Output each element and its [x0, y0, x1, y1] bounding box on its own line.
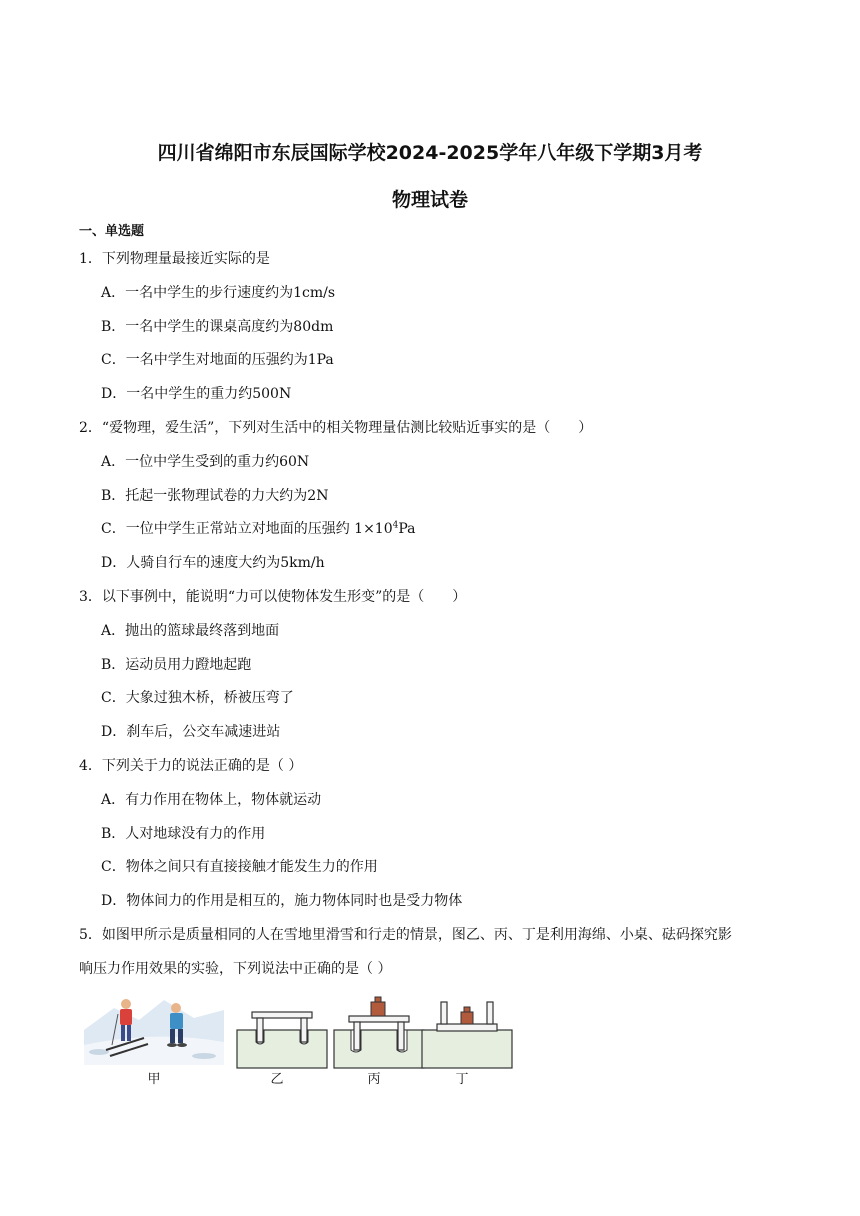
question-1-option-d: D．一名中学生的重力约500N: [101, 386, 292, 402]
figure-label-yi: 乙: [270, 1072, 284, 1087]
question-4-option-c: C．物体之间只有直接接触才能发生力的作用: [101, 859, 378, 875]
question-3-option-c: C．大象过独木桥，桥被压弯了: [101, 690, 294, 706]
question-1-option-a: A．一名中学生的步行速度约为1cm/s: [101, 285, 336, 301]
question-3-option-b: B．运动员用力蹬地起跑: [101, 657, 252, 673]
question-4-option-b: B．人对地球没有力的作用: [101, 826, 266, 842]
document-subtitle: 物理试卷: [391, 189, 468, 211]
question-5-stem-continued: 响压力作用效果的实验，下列说法中正确的是（ ）: [79, 961, 392, 977]
question-2-option-c: [101, 518, 416, 538]
figure-label-jia: 甲: [147, 1072, 161, 1087]
question-4-option-d: D．物体间力的作用是相互的，施力物体同时也是受力物体: [101, 893, 463, 909]
figure-label-ding: 丁: [455, 1072, 469, 1087]
question-2-option-c-unit: Pa: [398, 521, 416, 537]
question-2-stem: 2．“爱物理，爱生活”，下列对生活中的相关物理量估测比较贴近事实的是（ ）: [79, 420, 593, 436]
question-3-stem: 3．以下事例中，能说明“力可以使物体发生形变”的是（ ）: [79, 589, 467, 605]
figure-yi-table-legs-down: [236, 990, 328, 1070]
question-1-stem: 1．下列物理量最接近实际的是: [79, 251, 270, 267]
question-2-option-c-exponent: 4: [392, 520, 399, 531]
document-title: 四川省绵阳市东辰国际学校2024-2025学年八年级下学期3月考: [157, 142, 703, 164]
question-4-stem: 4．下列关于力的说法正确的是（ ）: [79, 758, 303, 774]
question-2-option-a: A．一位中学生受到的重力约60N: [101, 454, 310, 470]
question-2-option-c-text: C．一位中学生正常站立对地面的压强约: [101, 521, 350, 537]
figure-bing-table-with-weight: [333, 990, 425, 1070]
question-2-option-d: D．人骑自行车的速度大约为5km/h: [101, 555, 325, 571]
figure-label-bing: 丙: [367, 1072, 381, 1087]
figure-ding-table-inverted-with-weight: [421, 990, 513, 1070]
question-2-option-c-value: 1×10: [354, 521, 393, 537]
question-2-option-b: B．托起一张物理试卷的力大约为2N: [101, 488, 329, 504]
question-3-option-d: D．刹车后，公交车减速进站: [101, 724, 281, 740]
section-heading: 一、单选题: [79, 224, 145, 239]
figure-jia-snow-scene: [84, 990, 224, 1065]
question-3-option-a: A．抛出的篮球最终落到地面: [101, 623, 280, 639]
question-4-option-a: A．有力作用在物体上，物体就运动: [101, 792, 322, 808]
question-1-option-c: C．一名中学生对地面的压强约为1Pa: [101, 352, 334, 368]
question-1-option-b: B．一名中学生的课桌高度约为80dm: [101, 319, 334, 335]
question-5-stem: 5．如图甲所示是质量相同的人在雪地里滑雪和行走的情景，图乙、丙、丁是利用海绵、小桌、砝码探究影: [79, 927, 732, 943]
